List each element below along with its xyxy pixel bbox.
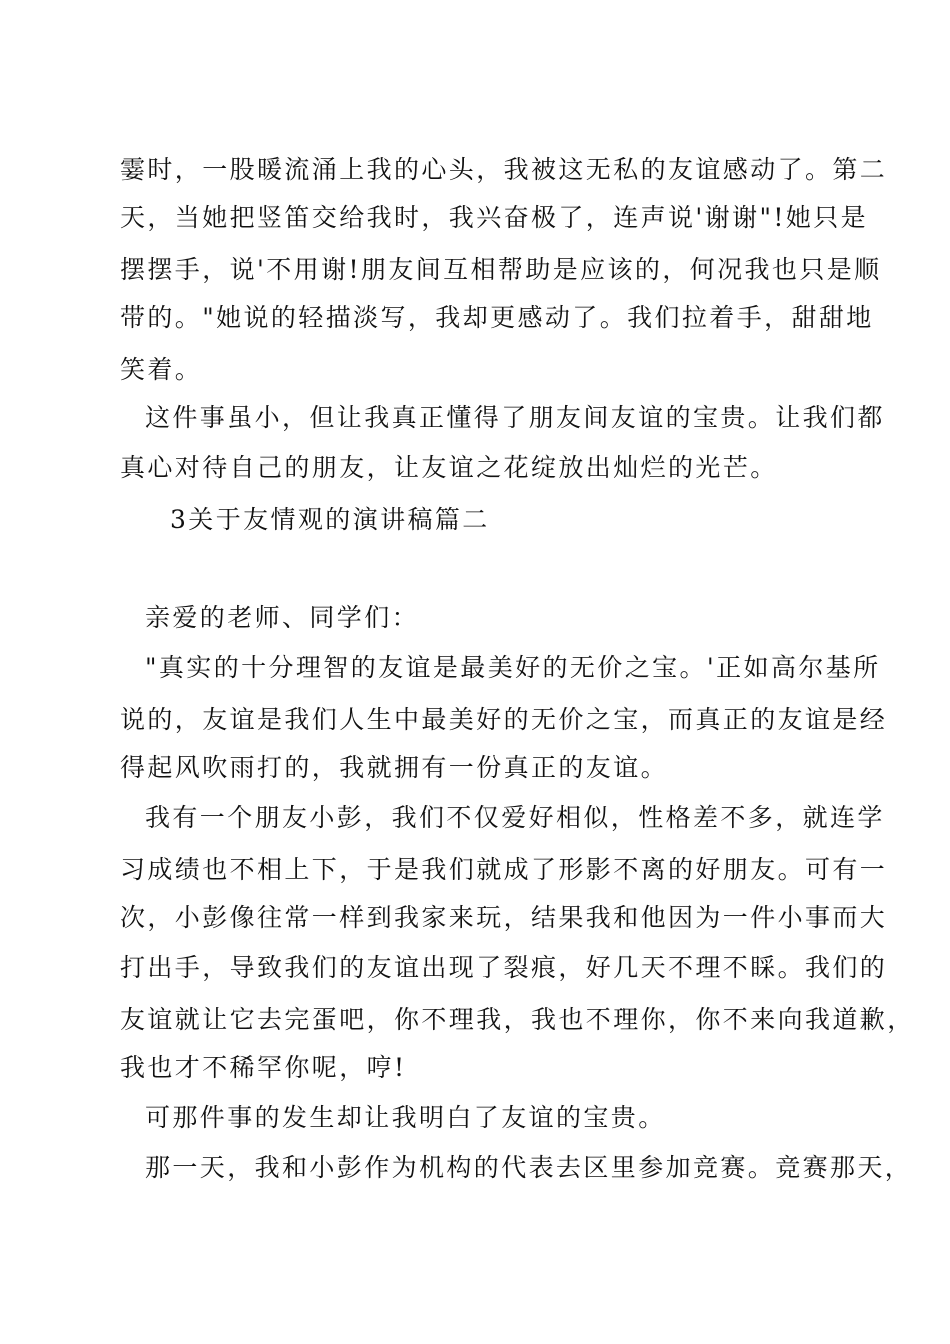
text-line: 带的。"她说的轻描淡写，我却更感动了。我们拉着手，甜甜地 — [120, 303, 874, 332]
text-line: 我也才不稀罕你呢，哼! — [120, 1053, 407, 1082]
paragraph-start-line: 我有一个朋友小彭，我们不仅爱好相似，性格差不多，就连学 — [145, 803, 885, 832]
paragraph-start-line: 可那件事的发生却让我明白了友谊的宝贵。 — [145, 1103, 666, 1132]
text-line: 摆摆手，说'不用谢!朋友间互相帮助是应该的，何况我也只是顺 — [120, 255, 882, 284]
text-line: 天，当她把竖笛交给我时，我兴奋极了，连声说'谢谢"!她只是 — [120, 203, 869, 232]
paragraph-start-line: 这件事虽小，但让我真正懂得了朋友间友谊的宝贵。让我们都 — [145, 403, 885, 432]
section-heading: 3关于友情观的演讲稿篇二 — [170, 505, 490, 534]
text-line: 得起风吹雨打的，我就拥有一份真正的友谊。 — [120, 753, 669, 782]
text-line: 说的，友谊是我们人生中最美好的无价之宝，而真正的友谊是经 — [120, 705, 888, 734]
text-line: 霎时，一股暖流涌上我的心头，我被这无私的友谊感动了。第二 — [120, 155, 888, 184]
salutation: 亲爱的老师、同学们： — [145, 603, 420, 632]
text-line: 习成绩也不相上下，于是我们就成了形影不离的好朋友。可有一 — [120, 855, 888, 884]
text-line: 真心对待自己的朋友，让友谊之花绽放出灿烂的光芒。 — [120, 453, 778, 482]
text-line: 笑着。 — [120, 355, 203, 384]
paragraph-start-line: 那一天，我和小彭作为机构的代表去区里参加竞赛。竞赛那天， — [145, 1153, 913, 1182]
text-line: 打出手，导致我们的友谊出现了裂痕，好几天不理不睬。我们的 — [120, 953, 888, 982]
text-line: 友谊就让它去完蛋吧，你不理我，我也不理你，你不来向我道歉， — [120, 1005, 915, 1034]
text-line: 次，小彭像往常一样到我家来玩，结果我和他因为一件小事而大 — [120, 903, 888, 932]
paragraph-start-line: "真实的十分理智的友谊是最美好的无价之宝。'正如高尔基所 — [145, 653, 881, 682]
